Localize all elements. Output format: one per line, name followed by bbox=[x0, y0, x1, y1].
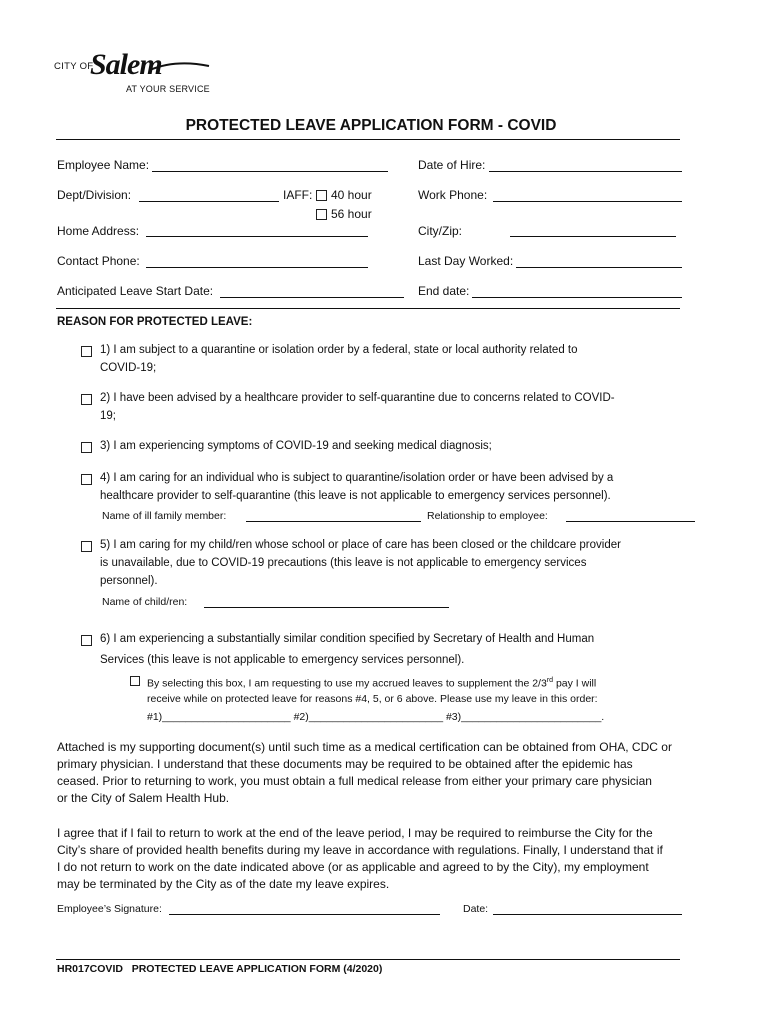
contact-phone-label: Contact Phone: bbox=[57, 254, 140, 268]
city-zip-field[interactable] bbox=[510, 236, 676, 237]
supporting-docs-paragraph bbox=[57, 739, 717, 807]
reason-1-line1: 1) I am subject to a quarantine or isolation order by a federal, state or local authority related to bbox=[100, 344, 578, 356]
dept-division-label: Dept/Division: bbox=[57, 188, 132, 202]
home-address-label: Home Address: bbox=[57, 224, 140, 238]
footer-rule bbox=[56, 959, 680, 960]
para2-line: City’s share of provided health benefits during my leave in accordance with regulations. Finally, I understand that if bbox=[57, 843, 663, 857]
iaff-56-checkbox[interactable] bbox=[316, 209, 327, 220]
child-name-field[interactable] bbox=[204, 607, 449, 608]
para1-line: Attached is my supporting document(s) until such time as a medical certification can be obtained from OHA, CDC or bbox=[57, 740, 672, 754]
agreement-paragraph bbox=[57, 825, 717, 893]
accrued-leave-order[interactable]: #1)______________________ #2)_______________________ #3)________________________. bbox=[147, 711, 605, 723]
last-day-worked-field[interactable] bbox=[516, 267, 682, 268]
home-address-field[interactable] bbox=[146, 236, 368, 237]
child-name-label: Name of child/ren: bbox=[102, 596, 188, 608]
logo-tagline: AT YOUR SERVICE bbox=[126, 84, 210, 94]
signature-label: Employee’s Signature: bbox=[57, 903, 162, 915]
logo-swoosh bbox=[149, 60, 211, 74]
logo-city-of: CITY OF bbox=[54, 61, 94, 72]
para2-line: I do not return to work on the date indicated above (or as applicable and agreed to by the City), my employment bbox=[57, 860, 649, 874]
accrued-leave-line2: receive while on protected leave for reasons #4, 5, or 6 above. Please use my leave in this order: bbox=[147, 693, 598, 705]
title-rule bbox=[56, 139, 680, 140]
reason-5-line2: is unavailable, due to COVID-19 precautions (this leave is not applicable to emergency services bbox=[100, 557, 587, 569]
reason-5-line3: personnel). bbox=[100, 575, 158, 587]
contact-phone-field[interactable] bbox=[146, 267, 368, 268]
iaff-40-label: 40 hour bbox=[331, 188, 372, 202]
accrued-leave-checkbox[interactable] bbox=[130, 676, 140, 686]
reason-2-line2: 19; bbox=[100, 410, 116, 422]
iaff-56-label: 56 hour bbox=[331, 207, 372, 221]
relationship-field[interactable] bbox=[566, 521, 695, 522]
reason-heading: REASON FOR PROTECTED LEAVE: bbox=[57, 316, 253, 328]
city-logo bbox=[54, 48, 214, 98]
signature-date-field[interactable] bbox=[493, 914, 682, 915]
reason-1-line2: COVID-19; bbox=[100, 362, 157, 374]
para1-line: or the City of Salem Health Hub. bbox=[57, 791, 230, 805]
accrued-sup: rd bbox=[546, 677, 554, 684]
work-phone-field[interactable] bbox=[493, 201, 682, 202]
footer-text: HR017COVID PROTECTED LEAVE APPLICATION FORM (4/2020) bbox=[57, 963, 383, 975]
iaff-label: IAFF: bbox=[283, 188, 313, 202]
city-zip-label: City/Zip: bbox=[418, 224, 463, 238]
reason-5-checkbox[interactable] bbox=[81, 541, 92, 552]
signature-field[interactable] bbox=[169, 914, 440, 915]
reason-6-line1: 6) I am experiencing a substantially similar condition specified by Secretary of Health and Human bbox=[100, 633, 595, 645]
para2-line: may be terminated by the City as of the date my leave expires. bbox=[57, 877, 390, 891]
date-of-hire-label: Date of Hire: bbox=[418, 158, 486, 172]
reason-2-line1: 2) I have been advised by a healthcare provider to self-quarantine due to concerns related to COVID- bbox=[100, 392, 615, 404]
end-date-label: End date: bbox=[418, 284, 470, 298]
reason-1-checkbox[interactable] bbox=[81, 346, 92, 357]
signature-date-label: Date: bbox=[463, 903, 489, 915]
dept-division-field[interactable] bbox=[139, 201, 279, 202]
reason-4-checkbox[interactable] bbox=[81, 474, 92, 485]
reason-4-line1: 4) I am caring for an individual who is subject to quarantine/isolation order or have been advised by a bbox=[100, 472, 614, 484]
para2-line: I agree that if I fail to return to work at the end of the leave period, I may be required to reimburse the City for the bbox=[57, 826, 653, 840]
section-rule bbox=[56, 308, 680, 309]
reason-5-line1: 5) I am caring for my child/ren whose school or place of care has been closed or the childcare provider bbox=[100, 539, 621, 551]
employee-name-field[interactable] bbox=[152, 171, 388, 172]
reason-4-line2: healthcare provider to self-quarantine (this leave is not applicable to emergency services personnel). bbox=[100, 490, 611, 502]
reason-6-checkbox[interactable] bbox=[81, 635, 92, 646]
ill-family-member-field[interactable] bbox=[246, 521, 421, 522]
para1-line: ceased. Prior to returning to work, you must obtain a full medical release from either your primary care physician bbox=[57, 774, 652, 788]
para1-line: primary physician. I understand that these documents may be required to be obtained after the epidemic has bbox=[57, 757, 633, 771]
relationship-label: Relationship to employee: bbox=[427, 510, 548, 522]
employee-name-label: Employee Name: bbox=[57, 158, 150, 172]
end-date-field[interactable] bbox=[472, 297, 682, 298]
form-title: PROTECTED LEAVE APPLICATION FORM - COVID bbox=[185, 117, 557, 134]
anticipated-start-label: Anticipated Leave Start Date: bbox=[57, 284, 214, 298]
ill-family-member-label: Name of ill family member: bbox=[102, 510, 227, 522]
reason-3-checkbox[interactable] bbox=[81, 442, 92, 453]
date-of-hire-field[interactable] bbox=[489, 171, 682, 172]
iaff-40-checkbox[interactable] bbox=[316, 190, 327, 201]
work-phone-label: Work Phone: bbox=[418, 188, 488, 202]
anticipated-start-field[interactable] bbox=[220, 297, 404, 298]
reason-2-checkbox[interactable] bbox=[81, 394, 92, 405]
reason-3-line1: 3) I am experiencing symptoms of COVID-19 and seeking medical diagnosis; bbox=[100, 440, 492, 452]
last-day-worked-label: Last Day Worked: bbox=[418, 254, 514, 268]
logo-salem: Salem bbox=[90, 48, 162, 81]
reason-6-line2: Services (this leave is not applicable to emergency services personnel). bbox=[100, 654, 465, 666]
accrued-leave-line1: By selecting this box, I am requesting to use my accrued leaves to supplement the 2/3rd pay I will bbox=[147, 677, 597, 690]
